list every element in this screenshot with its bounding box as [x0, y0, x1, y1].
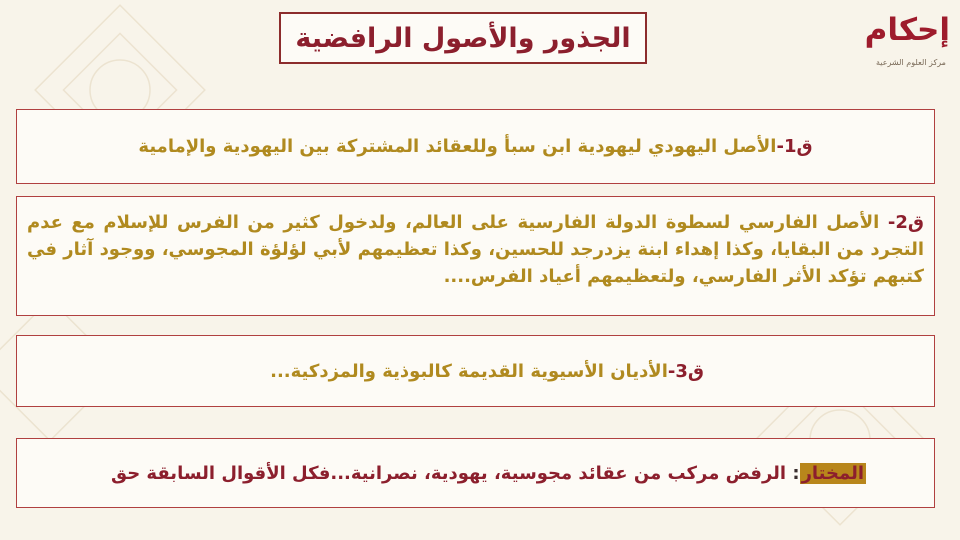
item-text: الأديان الأسيوية القديمة كالبوذية والمزدكية...: [270, 360, 668, 382]
item-box-2: [16, 196, 935, 316]
logo-word: إحكام: [864, 12, 950, 48]
item-marker: ق3-: [667, 360, 704, 382]
item-marker: ق1-: [776, 136, 813, 157]
item-box-1: [16, 109, 935, 184]
slide-title: الجذور والأصول الرافضية: [295, 22, 631, 54]
item-text: الأصل اليهودي ليهودية ابن سبأ وللعقائد المشتركة بين اليهودية والإمامية: [138, 136, 777, 157]
item-text: الأصل الفارسي لسطوة الدولة الفارسية على العالم، ولدخول كثير من الفرس للإسلام مع عدم التجرد من البقايا، وكذا إهداء ابنة يزدرجد للحسين، وكذا تعظيمهم لأبي لؤلؤة المجوسي، ووجود آثار في كتبهم تؤكد الأثر الفارسي، ولتعظيمهم أعياد الفرس....: [26, 212, 924, 287]
conclusion-colon: :: [792, 462, 800, 484]
item-box-3: [16, 335, 935, 407]
conclusion-box: [16, 438, 935, 508]
conclusion-label: المختار: [801, 462, 864, 484]
slide-title-box: [279, 12, 647, 64]
conclusion-text: الرفض مركب من عقائد مجوسية، يهودية، نصرانية...فكل الأقوال السابقة حق: [110, 462, 787, 484]
ihkam-logo: [864, 10, 950, 76]
item-marker: ق2-: [887, 212, 924, 233]
logo-subtitle: مركز العلوم الشرعية: [876, 58, 946, 67]
